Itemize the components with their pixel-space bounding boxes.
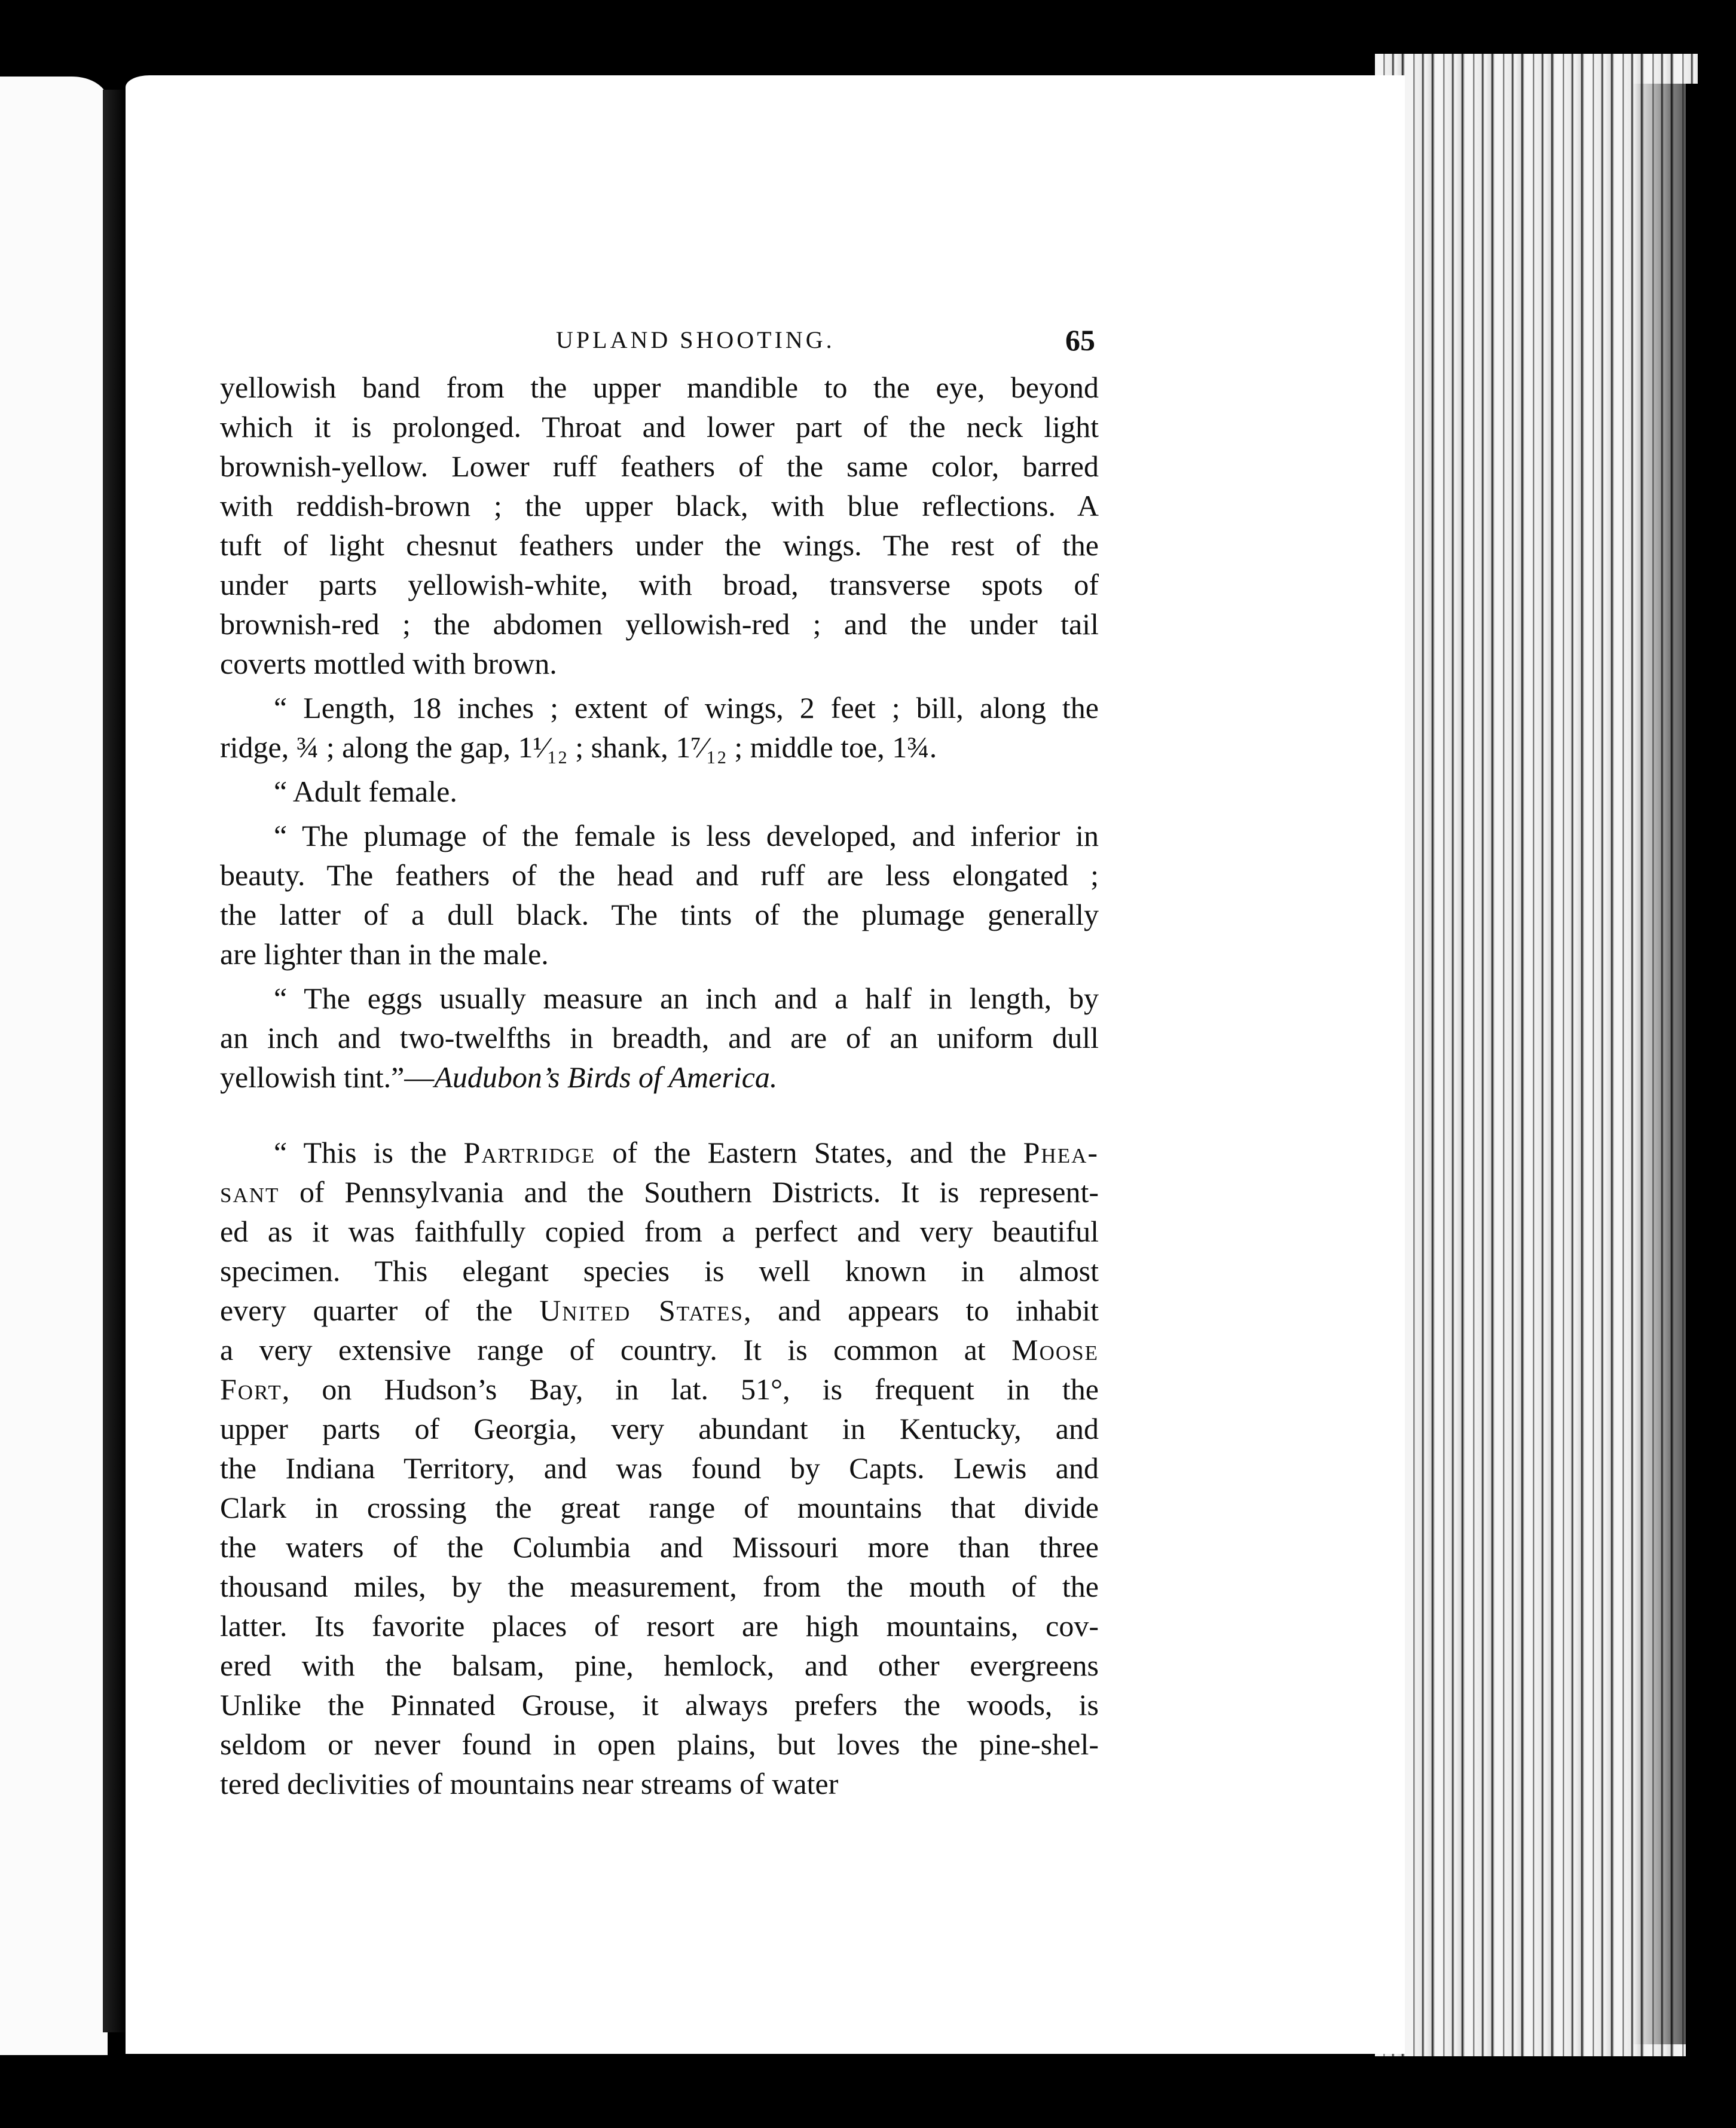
text-line: upper parts of Georgia, very abundant in Kentucky, and xyxy=(220,1412,1099,1445)
text-line: ered with the balsam, pine, hemlock, and other evergreens xyxy=(220,1649,1099,1682)
text-line: “ Adult female. xyxy=(274,775,457,808)
text-line: the latter of a dull black. The tints of the plumage generally xyxy=(220,898,1099,931)
citation-source: Audubon’s Birds of America. xyxy=(434,1060,778,1094)
citation-lead: yellowish tint.”— xyxy=(220,1060,435,1094)
text-line: sant of Pennsylvania and the Southern Districts. It is represent- xyxy=(220,1175,1099,1209)
text-line: every quarter of the United States, and appears to inhabit xyxy=(220,1294,1099,1327)
text-line: thousand miles, by the measurement, from the mouth of the xyxy=(220,1570,1099,1603)
text-line: are lighter than in the male. xyxy=(220,937,549,971)
text-line: brownish-red ; the abdomen yellowish-red ; and the under tail xyxy=(220,607,1099,641)
book-cover-edge xyxy=(1686,84,1736,2056)
text-line: under parts yellowish-white, with broad, transverse spots of xyxy=(220,568,1099,601)
text-line: seldom or never found in open plains, but loves the pine-shel- xyxy=(220,1728,1099,1761)
text-line: “ The plumage of the female is less developed, and inferior in xyxy=(274,819,1099,852)
text-line: Clark in crossing the great range of mountains that divide xyxy=(220,1491,1099,1524)
text-line: the waters of the Columbia and Missouri more than three xyxy=(220,1530,1099,1564)
text-line: Unlike the Pinnated Grouse, it always prefers the woods, is xyxy=(220,1688,1099,1722)
paragraph-description xyxy=(220,368,1099,683)
running-title: UPLAND SHOOTING. xyxy=(556,326,835,353)
paragraph-measurements xyxy=(220,688,1099,767)
text-line: Fort, on Hudson’s Bay, in lat. 51°, is frequent in the xyxy=(220,1372,1099,1406)
paragraph-adult-female xyxy=(220,772,1099,811)
text-line: brownish-yellow. Lower ruff feathers of the same color, barred xyxy=(220,450,1099,483)
text-line: coverts mottled with brown. xyxy=(220,647,557,680)
text-line: an inch and two-twelfths in breadth, and are of an uniform dull xyxy=(220,1021,1099,1054)
text-line: with reddish-brown ; the upper black, with blue reflections. A xyxy=(220,489,1099,522)
text-line: “ The eggs usually measure an inch and a half in length, by xyxy=(274,982,1099,1015)
text-line: “ Length, 18 inches ; extent of wings, 2 feet ; bill, along the xyxy=(274,691,1099,724)
facing-page-edge xyxy=(0,77,108,2055)
page-body xyxy=(220,368,1099,1803)
text-line: ed as it was faithfully copied from a perfect and very beautiful xyxy=(220,1215,1099,1248)
paragraph-partridge-quote xyxy=(220,1133,1099,1803)
paragraph-female-plumage xyxy=(220,816,1099,974)
text-line: a very extensive range of country. It is common at Moose xyxy=(220,1333,1099,1366)
text-line: beauty. The feathers of the head and ruff are less elongated ; xyxy=(220,858,1099,892)
text-line: latter. Its favorite places of resort are high mountains, cov- xyxy=(220,1609,1099,1643)
text-line: tered declivities of mountains near streams of water xyxy=(220,1767,839,1800)
text-line: which it is prolonged. Throat and lower part of the neck light xyxy=(220,410,1099,444)
text-line: ridge, ¾ ; along the gap, 1¹⁄₁₂ ; shank, 1⁷⁄₁₂ ; middle toe, 1¾. xyxy=(220,730,937,764)
text-line: yellowish band from the upper mandible to the eye, beyond xyxy=(220,371,1099,404)
text-line: specimen. This elegant species is well known in almost xyxy=(220,1254,1099,1288)
gutter-shadow xyxy=(103,90,127,2032)
paragraph-eggs xyxy=(220,979,1099,1097)
text-line: “ This is the Partridge of the Eastern States, and the Phea- xyxy=(274,1136,1099,1169)
text-line xyxy=(220,1057,1099,1097)
page-number: 65 xyxy=(1065,323,1095,357)
text-line: the Indiana Territory, and was found by Capts. Lewis and xyxy=(220,1451,1099,1485)
text-line: tuft of light chesnut feathers under the wings. The rest of the xyxy=(220,528,1099,562)
